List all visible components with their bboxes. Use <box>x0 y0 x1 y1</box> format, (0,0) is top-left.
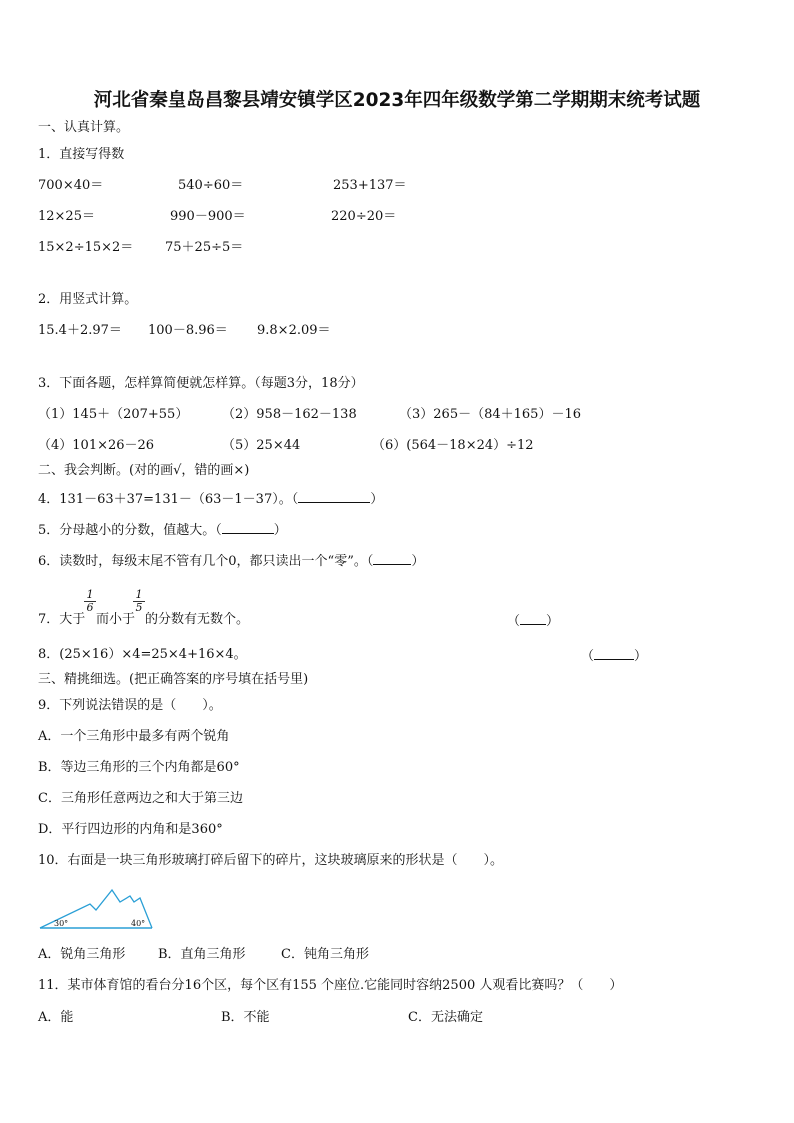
q5-text: 5．分母越小的分数，值越大。 <box>38 523 216 538</box>
angle-left-label: 30° <box>54 919 69 928</box>
q7-fraction-2: $\frac{1}{5}$ <box>133 589 145 614</box>
q11-option-b[interactable]: B．不能 <box>221 1010 270 1025</box>
q9-stem: 9．下列说法错误的是（ ）。 <box>38 698 222 713</box>
q3-item-1: （1）145＋（207+55） <box>38 407 189 422</box>
q3-item-2: （2）958－162－138 <box>222 407 357 422</box>
q3-item-3: （3）265－（84＋165）－16 <box>399 407 581 422</box>
q5-answer-blank[interactable] <box>222 521 274 534</box>
q11-option-c[interactable]: C．无法确定 <box>408 1010 483 1025</box>
q1-label: 1．直接写得数 <box>38 147 125 162</box>
q9-option-a[interactable]: A．一个三角形中最多有两个锐角 <box>38 729 230 744</box>
q2-item-3: 9.8×2.09＝ <box>257 323 331 338</box>
q5: 5．分母越小的分数，值越大。（ ） <box>38 523 287 538</box>
q7-post: 的分数有无数个。 <box>145 612 250 627</box>
q10-option-a[interactable]: A．锐角三角形 <box>38 947 126 962</box>
q8-answer: （ ） <box>581 649 648 664</box>
q10-option-c[interactable]: C．钝角三角形 <box>281 947 369 962</box>
section-2-heading: 二、我会判断。(对的画√，错的画×) <box>38 463 250 478</box>
q8-text: 8．(25×16）×4=25×4+16×4。 <box>38 647 247 662</box>
broken-glass-triangle-figure <box>38 884 158 932</box>
q11-stem: 11．某市体育馆的看台分16个区，每个区有155 个座位.它能同时容纳2500 人观看比赛吗？（ ） <box>38 978 623 993</box>
q10-stem: 10．右面是一块三角形玻璃打碎后留下的碎片，这块玻璃原来的形状是（ ）。 <box>38 853 504 868</box>
q7-answer-blank[interactable] <box>520 612 546 625</box>
q3-label: 3．下面各题，怎样算简便就怎样算。（每题3分，18分） <box>38 376 364 391</box>
q1-r1-c: 253+137＝ <box>333 178 407 193</box>
q2-item-1: 15.4＋2.97＝ <box>38 323 122 338</box>
angle-right-label: 40° <box>131 919 146 928</box>
section-3-heading: 三、精挑细选。(把正确答案的序号填在括号里) <box>38 672 309 687</box>
q9-option-d[interactable]: D．平行四边形的内角和是360° <box>38 822 223 837</box>
q3-item-6: （6）(564－18×24）÷12 <box>372 438 534 453</box>
q9-option-c[interactable]: C．三角形任意两边之和大于第三边 <box>38 791 243 806</box>
q11-option-a[interactable]: A．能 <box>38 1010 74 1025</box>
q7-pre: 7．大于 <box>38 612 86 627</box>
q1-r2-b: 990－900＝ <box>170 209 246 224</box>
q1-r2-c: 220÷20＝ <box>331 209 397 224</box>
q7-mid: 而小于 <box>96 612 136 627</box>
q2-label: 2．用竖式计算。 <box>38 292 138 307</box>
q4-answer-blank[interactable] <box>298 490 370 503</box>
q1-r1-b: 540÷60＝ <box>178 178 244 193</box>
q1-r2-a: 12×25＝ <box>38 209 95 224</box>
q1-r3-a: 15×2÷15×2＝ <box>38 240 134 255</box>
page-title: 河北省秦皇岛昌黎县靖安镇学区2023年四年级数学第二学期期末统考试题 <box>93 90 701 111</box>
q2-item-2: 100－8.96＝ <box>148 323 228 338</box>
q3-item-4: （4）101×26－26 <box>38 438 155 453</box>
q6-answer-blank[interactable] <box>373 552 411 565</box>
q6-text: 6．读数时，每级末尾不管有几个0，都只读出一个“零”。 <box>38 554 367 569</box>
q9-option-b[interactable]: B．等边三角形的三个内角都是60° <box>38 760 240 775</box>
q8-answer-blank[interactable] <box>594 647 634 660</box>
q4: 4．131－63＋37=131－（63－1－37）。（ ） <box>38 492 384 507</box>
q10-option-b[interactable]: B．直角三角形 <box>158 947 246 962</box>
q7-fraction-1: $\frac{1}{6}$ <box>84 589 96 614</box>
q6: 6．读数时，每级末尾不管有几个0，都只读出一个“零”。（ ） <box>38 554 425 569</box>
q7-answer: （ ） <box>507 614 560 629</box>
section-1-heading: 一、认真计算。 <box>38 120 130 135</box>
q4-text: 4．131－63＋37=131－（63－1－37）。 <box>38 492 292 507</box>
q1-r1-a: 700×40＝ <box>38 178 104 193</box>
q3-item-5: （5）25×44 <box>222 438 301 453</box>
q1-r3-b: 75＋25÷5＝ <box>165 240 244 255</box>
